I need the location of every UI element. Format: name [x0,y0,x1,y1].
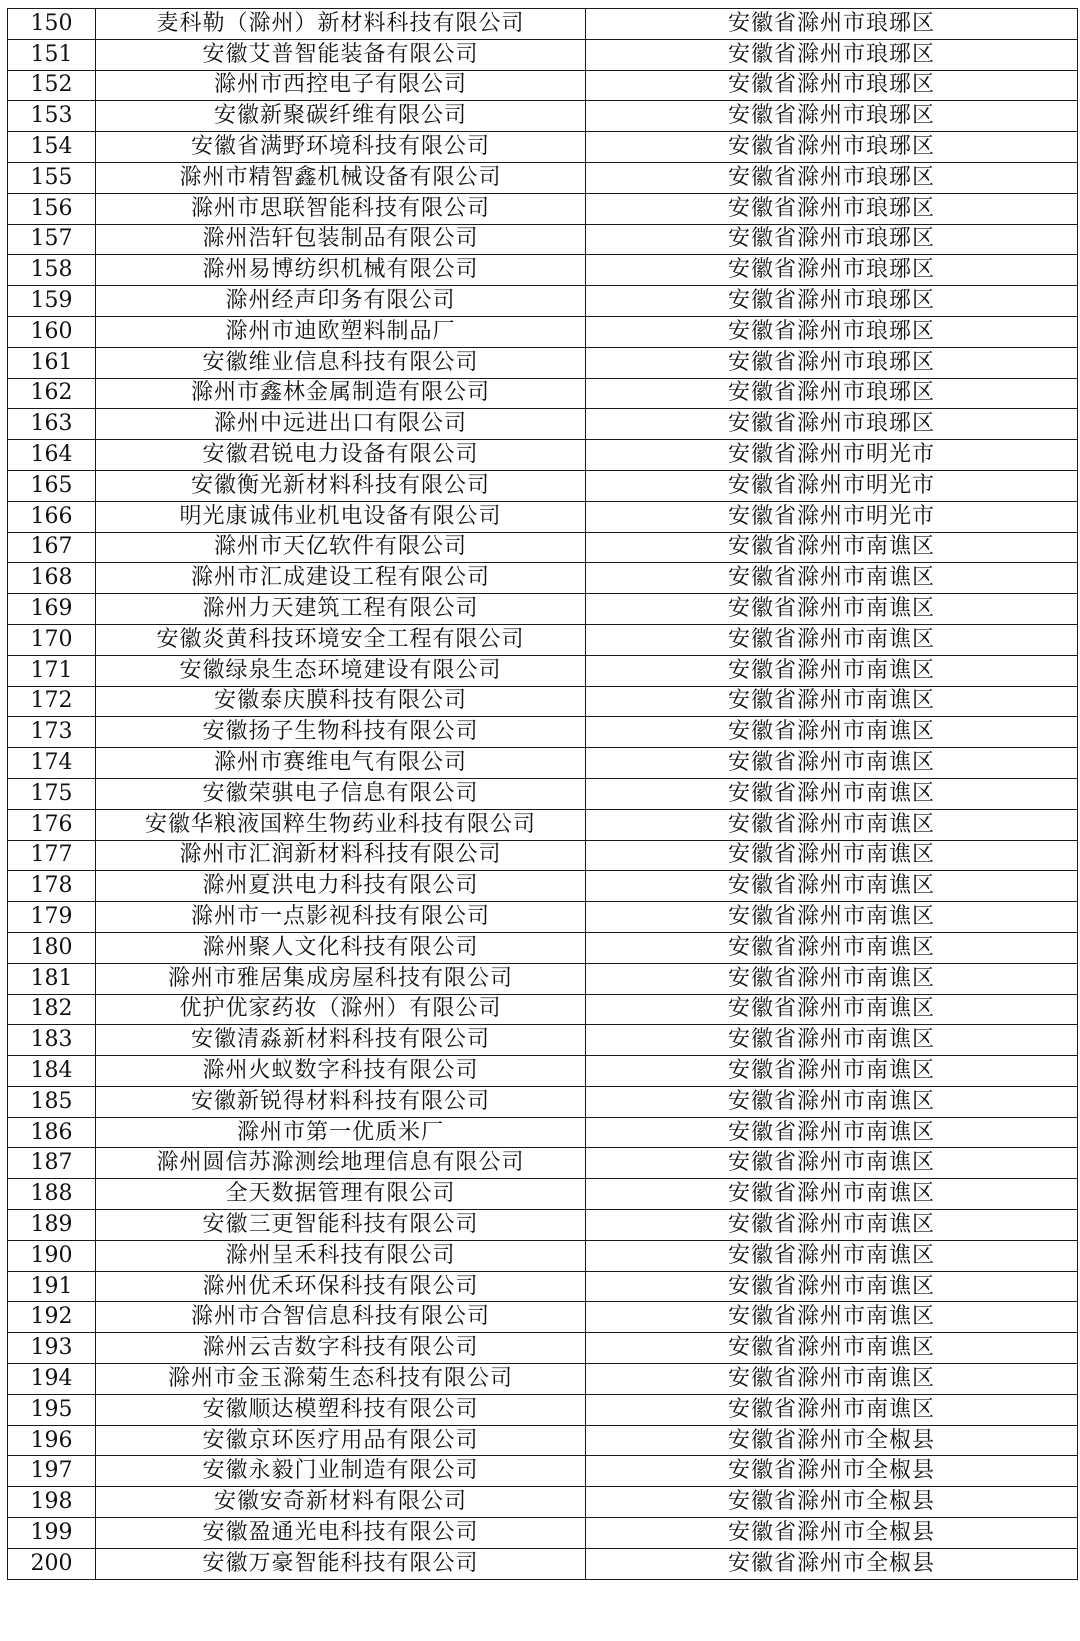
company-name-cell: 优护优家药妆（滁州）有限公司 [96,994,586,1025]
company-name-cell: 滁州浩轩包装制品有限公司 [96,224,586,255]
table-row [8,255,1078,286]
region-cell: 安徽省滁州市琅琊区 [586,162,1078,193]
row-number-cell: 199 [8,1518,96,1549]
table-row [8,286,1078,317]
company-name-cell: 滁州市金玉滁菊生态科技有限公司 [96,1364,586,1395]
table-row [8,347,1078,378]
region-cell: 安徽省滁州市琅琊区 [586,39,1078,70]
row-number-cell: 194 [8,1364,96,1395]
table-row [8,1518,1078,1549]
company-name-cell: 安徽华粮液国粹生物药业科技有限公司 [96,809,586,840]
table-row [8,932,1078,963]
company-name-cell: 滁州聚人文化科技有限公司 [96,932,586,963]
region-cell: 安徽省滁州市琅琊区 [586,224,1078,255]
company-name-cell: 滁州圆信苏滁测绘地理信息有限公司 [96,1148,586,1179]
company-name-cell: 安徽省满野环境科技有限公司 [96,132,586,163]
company-name-cell: 滁州云吉数字科技有限公司 [96,1333,586,1364]
region-cell: 安徽省滁州市南谯区 [586,902,1078,933]
region-cell: 安徽省滁州市琅琊区 [586,70,1078,101]
row-number-cell: 197 [8,1456,96,1487]
table-row [8,1117,1078,1148]
region-cell: 安徽省滁州市南谯区 [586,1210,1078,1241]
region-cell: 安徽省滁州市南谯区 [586,748,1078,779]
table-row [8,1056,1078,1087]
company-name-cell: 滁州市天亿软件有限公司 [96,532,586,563]
row-number-cell: 171 [8,655,96,686]
region-cell: 安徽省滁州市南谯区 [586,932,1078,963]
row-number-cell: 192 [8,1302,96,1333]
table-row [8,963,1078,994]
row-number-cell: 162 [8,378,96,409]
region-cell: 安徽省滁州市南谯区 [586,1025,1078,1056]
region-cell: 安徽省滁州市全椒县 [586,1548,1078,1579]
company-name-cell: 滁州力天建筑工程有限公司 [96,594,586,625]
region-cell: 安徽省滁州市琅琊区 [586,255,1078,286]
table-row [8,655,1078,686]
row-number-cell: 164 [8,440,96,471]
row-number-cell: 159 [8,286,96,317]
region-cell: 安徽省滁州市全椒县 [586,1518,1078,1549]
row-number-cell: 177 [8,840,96,871]
region-cell: 安徽省滁州市南谯区 [586,655,1078,686]
company-name-cell: 安徽清淼新材料科技有限公司 [96,1025,586,1056]
company-name-cell: 安徽君锐电力设备有限公司 [96,440,586,471]
table-row [8,1025,1078,1056]
company-name-cell: 安徽艾普智能装备有限公司 [96,39,586,70]
table-row [8,717,1078,748]
region-cell: 安徽省滁州市全椒县 [586,1487,1078,1518]
table-row [8,1548,1078,1579]
table-row [8,193,1078,224]
region-cell: 安徽省滁州市明光市 [586,470,1078,501]
company-list-body [8,9,1078,1580]
table-row [8,809,1078,840]
company-name-cell: 滁州中远进出口有限公司 [96,409,586,440]
table-row [8,1179,1078,1210]
region-cell: 安徽省滁州市琅琊区 [586,286,1078,317]
company-name-cell: 安徽扬子生物科技有限公司 [96,717,586,748]
company-name-cell: 滁州市鑫林金属制造有限公司 [96,378,586,409]
region-cell: 安徽省滁州市南谯区 [586,1240,1078,1271]
region-cell: 安徽省滁州市南谯区 [586,1117,1078,1148]
company-name-cell: 滁州市合智信息科技有限公司 [96,1302,586,1333]
company-name-cell: 滁州经声印务有限公司 [96,286,586,317]
row-number-cell: 151 [8,39,96,70]
company-list-table [7,8,1078,1580]
company-name-cell: 滁州火蚁数字科技有限公司 [96,1056,586,1087]
region-cell: 安徽省滁州市南谯区 [586,594,1078,625]
table-row [8,224,1078,255]
company-name-cell: 安徽永毅门业制造有限公司 [96,1456,586,1487]
company-name-cell: 安徽绿泉生态环境建设有限公司 [96,655,586,686]
region-cell: 安徽省滁州市南谯区 [586,1394,1078,1425]
table-row [8,840,1078,871]
company-name-cell: 滁州市第一优质米厂 [96,1117,586,1148]
region-cell: 安徽省滁州市南谯区 [586,1179,1078,1210]
region-cell: 安徽省滁州市明光市 [586,440,1078,471]
row-number-cell: 172 [8,686,96,717]
row-number-cell: 193 [8,1333,96,1364]
row-number-cell: 185 [8,1086,96,1117]
region-cell: 安徽省滁州市南谯区 [586,871,1078,902]
company-name-cell: 安徽炎黄科技环境安全工程有限公司 [96,624,586,655]
table-row [8,624,1078,655]
table-row [8,378,1078,409]
row-number-cell: 190 [8,1240,96,1271]
row-number-cell: 189 [8,1210,96,1241]
company-name-cell: 安徽荣骐电子信息有限公司 [96,778,586,809]
region-cell: 安徽省滁州市琅琊区 [586,378,1078,409]
company-name-cell: 滁州市思联智能科技有限公司 [96,193,586,224]
row-number-cell: 150 [8,9,96,40]
table-row [8,1487,1078,1518]
company-name-cell: 安徽衡光新材料科技有限公司 [96,470,586,501]
table-row [8,162,1078,193]
row-number-cell: 176 [8,809,96,840]
row-number-cell: 191 [8,1271,96,1302]
company-name-cell: 安徽顺达模塑科技有限公司 [96,1394,586,1425]
region-cell: 安徽省滁州市南谯区 [586,532,1078,563]
region-cell: 安徽省滁州市全椒县 [586,1456,1078,1487]
company-name-cell: 安徽新聚碳纤维有限公司 [96,101,586,132]
region-cell: 安徽省滁州市南谯区 [586,1364,1078,1395]
row-number-cell: 160 [8,316,96,347]
table-row [8,994,1078,1025]
region-cell: 安徽省滁州市南谯区 [586,717,1078,748]
table-row [8,1425,1078,1456]
table-row [8,1302,1078,1333]
region-cell: 安徽省滁州市南谯区 [586,994,1078,1025]
row-number-cell: 168 [8,563,96,594]
region-cell: 安徽省滁州市南谯区 [586,1271,1078,1302]
company-name-cell: 麦科勒（滁州）新材料科技有限公司 [96,9,586,40]
company-name-cell: 滁州市雅居集成房屋科技有限公司 [96,963,586,994]
company-name-cell: 滁州市汇润新材料科技有限公司 [96,840,586,871]
row-number-cell: 174 [8,748,96,779]
row-number-cell: 173 [8,717,96,748]
row-number-cell: 155 [8,162,96,193]
row-number-cell: 188 [8,1179,96,1210]
company-name-cell: 滁州市精智鑫机械设备有限公司 [96,162,586,193]
table-row [8,748,1078,779]
region-cell: 安徽省滁州市全椒县 [586,1425,1078,1456]
company-name-cell: 安徽万豪智能科技有限公司 [96,1548,586,1579]
row-number-cell: 200 [8,1548,96,1579]
region-cell: 安徽省滁州市琅琊区 [586,347,1078,378]
region-cell: 安徽省滁州市南谯区 [586,1302,1078,1333]
table-row [8,1364,1078,1395]
company-name-cell: 滁州夏洪电力科技有限公司 [96,871,586,902]
company-name-cell: 滁州优禾环保科技有限公司 [96,1271,586,1302]
region-cell: 安徽省滁州市南谯区 [586,1086,1078,1117]
company-name-cell: 滁州市西控电子有限公司 [96,70,586,101]
row-number-cell: 167 [8,532,96,563]
region-cell: 安徽省滁州市南谯区 [586,686,1078,717]
region-cell: 安徽省滁州市明光市 [586,501,1078,532]
table-row [8,1333,1078,1364]
row-number-cell: 175 [8,778,96,809]
row-number-cell: 184 [8,1056,96,1087]
region-cell: 安徽省滁州市琅琊区 [586,101,1078,132]
row-number-cell: 196 [8,1425,96,1456]
region-cell: 安徽省滁州市南谯区 [586,963,1078,994]
company-name-cell: 安徽京环医疗用品有限公司 [96,1425,586,1456]
table-row [8,501,1078,532]
table-row [8,316,1078,347]
region-cell: 安徽省滁州市南谯区 [586,563,1078,594]
table-row [8,1240,1078,1271]
row-number-cell: 198 [8,1487,96,1518]
row-number-cell: 182 [8,994,96,1025]
region-cell: 安徽省滁州市琅琊区 [586,193,1078,224]
region-cell: 安徽省滁州市琅琊区 [586,409,1078,440]
row-number-cell: 165 [8,470,96,501]
company-name-cell: 滁州市迪欧塑料制品厂 [96,316,586,347]
table-row [8,1086,1078,1117]
row-number-cell: 152 [8,70,96,101]
row-number-cell: 187 [8,1148,96,1179]
table-row [8,532,1078,563]
row-number-cell: 166 [8,501,96,532]
company-name-cell: 明光康诚伟业机电设备有限公司 [96,501,586,532]
company-name-cell: 安徽新锐得材料科技有限公司 [96,1086,586,1117]
table-row [8,686,1078,717]
company-name-cell: 安徽安奇新材料有限公司 [96,1487,586,1518]
row-number-cell: 169 [8,594,96,625]
region-cell: 安徽省滁州市琅琊区 [586,316,1078,347]
row-number-cell: 161 [8,347,96,378]
region-cell: 安徽省滁州市南谯区 [586,840,1078,871]
table-row [8,871,1078,902]
row-number-cell: 163 [8,409,96,440]
company-name-cell: 滁州易博纺织机械有限公司 [96,255,586,286]
region-cell: 安徽省滁州市南谯区 [586,1148,1078,1179]
row-number-cell: 195 [8,1394,96,1425]
table-row [8,902,1078,933]
table-row [8,39,1078,70]
row-number-cell: 183 [8,1025,96,1056]
table-row [8,1148,1078,1179]
region-cell: 安徽省滁州市南谯区 [586,1333,1078,1364]
table-row [8,1394,1078,1425]
table-row [8,563,1078,594]
region-cell: 安徽省滁州市琅琊区 [586,9,1078,40]
row-number-cell: 170 [8,624,96,655]
table-row [8,70,1078,101]
company-name-cell: 滁州市一点影视科技有限公司 [96,902,586,933]
region-cell: 安徽省滁州市南谯区 [586,778,1078,809]
table-row [8,594,1078,625]
table-row [8,132,1078,163]
region-cell: 安徽省滁州市琅琊区 [586,132,1078,163]
table-row [8,101,1078,132]
company-name-cell: 安徽三更智能科技有限公司 [96,1210,586,1241]
row-number-cell: 156 [8,193,96,224]
table-row [8,9,1078,40]
row-number-cell: 180 [8,932,96,963]
row-number-cell: 178 [8,871,96,902]
region-cell: 安徽省滁州市南谯区 [586,1056,1078,1087]
table-row [8,409,1078,440]
company-name-cell: 安徽泰庆膜科技有限公司 [96,686,586,717]
table-row [8,1210,1078,1241]
row-number-cell: 154 [8,132,96,163]
table-row [8,470,1078,501]
table-row [8,1271,1078,1302]
company-name-cell: 全天数据管理有限公司 [96,1179,586,1210]
row-number-cell: 153 [8,101,96,132]
company-name-cell: 滁州呈禾科技有限公司 [96,1240,586,1271]
table-row [8,440,1078,471]
company-name-cell: 安徽维业信息科技有限公司 [96,347,586,378]
company-name-cell: 滁州市赛维电气有限公司 [96,748,586,779]
table-row [8,778,1078,809]
table-row [8,1456,1078,1487]
region-cell: 安徽省滁州市南谯区 [586,624,1078,655]
row-number-cell: 179 [8,902,96,933]
row-number-cell: 186 [8,1117,96,1148]
company-name-cell: 安徽盈通光电科技有限公司 [96,1518,586,1549]
row-number-cell: 158 [8,255,96,286]
row-number-cell: 181 [8,963,96,994]
row-number-cell: 157 [8,224,96,255]
region-cell: 安徽省滁州市南谯区 [586,809,1078,840]
company-name-cell: 滁州市汇成建设工程有限公司 [96,563,586,594]
